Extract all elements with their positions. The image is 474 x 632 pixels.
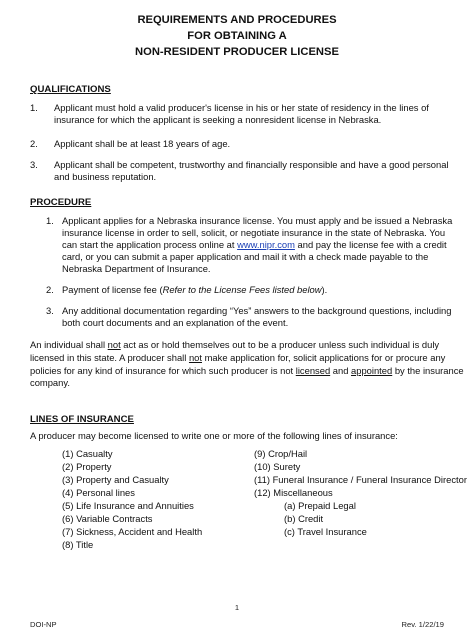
paragraph-line-1 <box>30 339 439 351</box>
line-subitem: (b) Credit <box>284 513 324 524</box>
footer-form-code: DOI-NP <box>30 620 57 629</box>
footer-revision: Rev. 1/22/19 <box>401 620 444 629</box>
nipr-link[interactable]: www.nipr.com <box>237 239 295 250</box>
qualification-2-number: 2. <box>30 138 38 149</box>
procedure-3-number: 3. <box>46 305 54 316</box>
line-item: (11) Funeral Insurance / Funeral Insurance Director <box>254 474 467 485</box>
qualification-3-number: 3. <box>30 159 38 170</box>
procedure-2-start: Payment of license fee ( <box>62 284 163 295</box>
paragraph-line-2-start: licensed in this state. A producer shall <box>30 352 189 363</box>
line-item: (6) Variable Contracts <box>62 513 153 524</box>
paragraph-line-1-start: An individual shall <box>30 339 108 350</box>
qualification-1-line-1: Applicant must hold a valid producer's license in his or her state of residency in the lines of <box>54 102 429 113</box>
procedure-3-line-2: both court documents and an explanation of the event. <box>62 317 289 328</box>
procedure-1-number: 1. <box>46 215 54 226</box>
paragraph-line-4: company. <box>30 377 70 388</box>
qualification-3-line-1: Applicant shall be competent, trustworthy and financially responsible and have a good personal <box>54 159 449 170</box>
document-title-line-2: FOR OBTAINING A <box>187 30 287 42</box>
paragraph-line-2-end: make application for, solicit applications for or procure any <box>202 352 446 363</box>
paragraph-line-3-end: by the insurance <box>392 365 464 376</box>
procedure-1-line-4: card, or you can submit a paper application and mail it with a check made payable to the <box>62 251 429 262</box>
qualification-1-line-2: insurance for which the applicant is seeking a nonresident license in Nebraska. <box>54 114 382 125</box>
line-item: (9) Crop/Hail <box>254 448 308 459</box>
lines-of-insurance-heading: LINES OF INSURANCE <box>30 414 134 425</box>
line-subitem: (a) Prepaid Legal <box>284 500 356 511</box>
procedure-3-line-1: Any additional documentation regarding “Yes” answers to the background questions, including <box>62 305 452 316</box>
procedure-1-line-1: Applicant applies for a Nebraska insurance license. You must apply and be issued a Nebraska <box>62 215 453 226</box>
qualification-3-line-2: and business reputation. <box>54 171 157 182</box>
lines-intro: A producer may become licensed to write one or more of the following lines of insurance: <box>30 430 398 441</box>
qualification-2-text: Applicant shall be at least 18 years of age. <box>54 138 231 149</box>
procedure-1-line-3 <box>62 239 447 251</box>
line-item: (8) Title <box>62 539 94 550</box>
procedure-1-line-5: Nebraska Department of Insurance. <box>62 263 211 274</box>
procedure-1-line-2: insurance license in order to sell, solicit, or negotiate insurance in the state of Nebraska. You <box>62 227 446 238</box>
paragraph-line-2 <box>30 352 445 364</box>
line-item: (12) Miscellaneous <box>254 487 333 498</box>
paragraph-not-2: not <box>188 352 202 363</box>
paragraph-licensed: licensed <box>295 365 331 376</box>
procedure-1-line-3-end: and pay the license fee with a credit <box>294 239 447 250</box>
line-item: (7) Sickness, Accident and Health <box>62 526 203 537</box>
line-item: (10) Surety <box>254 461 301 472</box>
procedure-1-line-3-start: can start the application process online at <box>62 239 238 250</box>
paragraph-appointed: appointed <box>351 365 393 376</box>
line-item: (1) Casualty <box>62 448 113 459</box>
line-item: (2) Property <box>62 461 112 472</box>
paragraph-not-1: not <box>107 339 121 350</box>
procedure-heading: PROCEDURE <box>30 197 92 208</box>
qualifications-heading: QUALIFICATIONS <box>30 84 111 95</box>
document-title-line-3: NON-RESIDENT PRODUCER LICENSE <box>135 46 339 58</box>
procedure-2-text <box>62 284 327 296</box>
page-number: 1 <box>234 603 240 612</box>
line-item: (3) Property and Casualty <box>62 474 169 485</box>
paragraph-line-3-start: policies for any kind of insurance for which such producer is not <box>30 365 296 376</box>
procedure-2-end: ). <box>321 284 328 295</box>
procedure-2-number: 2. <box>46 284 54 295</box>
paragraph-line-1-end: act as or hold themselves out to be a producer unless such individual is duly <box>120 339 440 350</box>
line-item: (4) Personal lines <box>62 487 135 498</box>
line-subitem: (c) Travel Insurance <box>284 526 367 537</box>
paragraph-line-3 <box>30 365 464 377</box>
qualification-1-number: 1. <box>30 102 38 113</box>
line-item: (5) Life Insurance and Annuities <box>62 500 194 511</box>
procedure-2-italic: Refer to the License Fees listed below <box>162 284 322 295</box>
document-title-line-1: REQUIREMENTS AND PROCEDURES <box>137 14 337 26</box>
paragraph-line-3-mid: and <box>330 365 352 376</box>
